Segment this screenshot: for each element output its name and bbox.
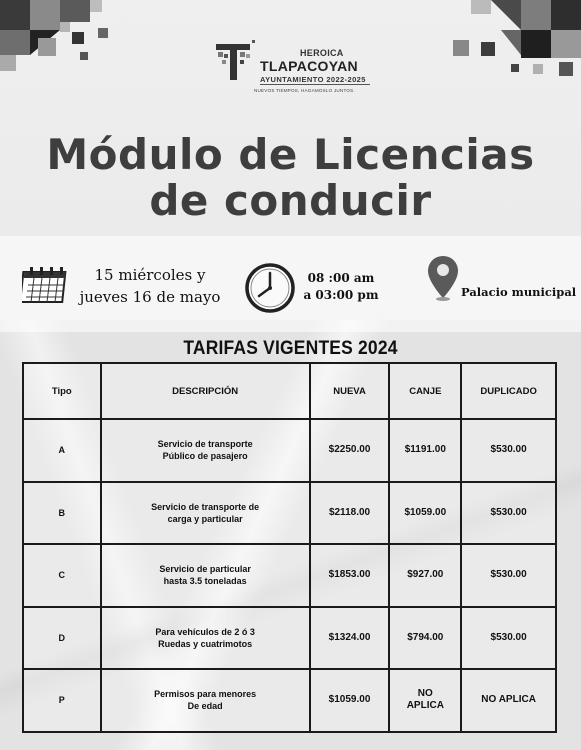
date-line-1: 15 miércoles y [94,266,206,284]
table-row [23,482,556,545]
date-line-2: jueves 16 de mayo [79,288,221,306]
header-descripcion: DESCRIPCIÓN [101,363,310,419]
cell-canje: $1191.00 [389,419,461,482]
clock-icon [244,262,296,314]
cell-tipo: D [23,607,101,670]
desc-line: De edad [187,701,223,712]
cell-duplicado: $530.00 [461,482,556,545]
desc-line: Servicio de transporte de [151,501,260,512]
title-line-2: de conducir [149,176,432,225]
canje-line: NO [417,688,433,700]
cell-duplicado: NO APLICA [461,669,556,732]
cell-tipo: C [23,544,101,607]
cell-tipo: P [23,669,101,732]
municipality-logo [214,38,374,96]
cell-descripcion [101,669,310,732]
cell-duplicado: $530.00 [461,607,556,670]
cell-descripcion [101,482,310,545]
time-line-2: a 03:00 pm [303,288,379,302]
cell-nueva: $1853.00 [310,544,390,607]
desc-line: Para vehículos de 2 ó 3 [155,626,255,637]
table-row [23,607,556,670]
logo-ayuntamiento-text: AYUNTAMIENTO 2022-2025 [260,75,366,84]
cell-duplicado: $530.00 [461,544,556,607]
cell-descripcion [101,419,310,482]
cell-descripcion [101,607,310,670]
cell-canje [389,669,461,732]
desc-line: hasta 3.5 toneladas [163,576,247,587]
event-hours [300,270,382,304]
time-line-1: 08 :00 am [307,271,375,285]
logo-name-text: TLAPACOYAN [260,58,358,74]
table-row [23,544,556,607]
rates-title: TARIFAS VIGENTES 2024 [183,338,398,359]
header-canje: CANJE [389,363,461,419]
cell-descripcion [101,544,310,607]
cell-canje: $927.00 [389,544,461,607]
header-tipo: Tipo [23,363,101,419]
cell-canje: $1059.00 [389,482,461,545]
header-duplicado: DUPLICADO [461,363,556,419]
cell-tipo: A [23,419,101,482]
event-dates [70,264,230,308]
location-pin-icon [426,254,460,302]
event-location: Palacio municipal [461,285,577,299]
cell-nueva: $2250.00 [310,419,390,482]
desc-line: Servicio de transporte [157,439,253,450]
header-nueva: NUEVA [310,363,390,419]
cell-canje: $794.00 [389,607,461,670]
desc-line: Público de pasajero [162,451,248,462]
title-line-1: Módulo de Licencias [46,130,535,179]
cell-tipo: B [23,482,101,545]
table-row [23,669,556,732]
desc-line: Permisos para menores [154,689,257,700]
cell-nueva: $2118.00 [310,482,390,545]
desc-line: carga y particular [167,513,243,524]
corner-mosaic-left [0,0,130,80]
cell-nueva: $1059.00 [310,669,390,732]
desc-line: Servicio de particular [159,564,251,575]
table-row [23,419,556,482]
page-title [0,132,581,224]
logo-slogan-text: NUEVOS TIEMPOS, HAGAMOSLO JUNTOS. [254,88,355,93]
canje-line: APLICA [406,700,444,712]
logo-divider [260,84,370,85]
logo-heroica-text: HEROICA [300,48,344,58]
calendar-icon [22,266,68,304]
cell-nueva: $1324.00 [310,607,390,670]
tlapacoyan-logo-icon [214,40,256,82]
rates-header-row [23,363,556,419]
desc-line: Ruedas y cuatrimotos [158,638,253,649]
corner-mosaic-right [441,0,581,85]
cell-duplicado: $530.00 [461,419,556,482]
rates-table [22,362,557,733]
